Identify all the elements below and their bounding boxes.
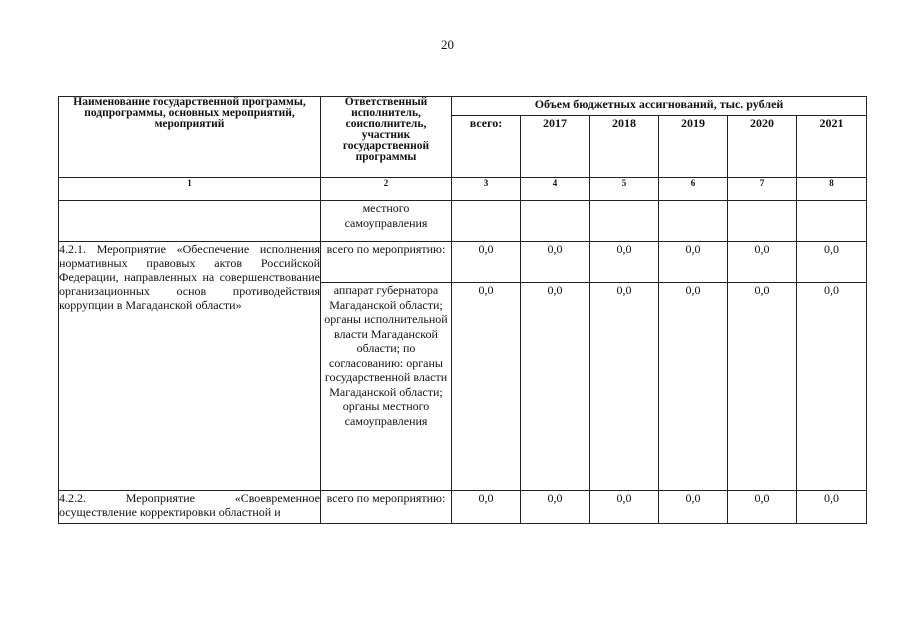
value-cell: 0,0	[521, 283, 590, 491]
value-cell: 0,0	[728, 242, 797, 283]
value-cell: 0,0	[797, 283, 867, 491]
row-name-cell: 4.2.2. Мероприятие «Своевременное осуществление корректировки областной и	[59, 491, 321, 524]
value-cell	[452, 201, 521, 242]
header-row-1	[59, 97, 867, 116]
value-cell	[521, 201, 590, 242]
row-responsible-cell: всего по мероприятию:	[321, 491, 452, 524]
value-cell: 0,0	[728, 491, 797, 524]
column-number: 7	[728, 178, 797, 201]
header-responsible-column: Ответственный исполнитель, соисполнитель, участник государственной программы	[321, 97, 452, 178]
table-row	[59, 491, 867, 524]
table-row	[59, 242, 867, 283]
column-number: 6	[659, 178, 728, 201]
header-year-2019: 2019	[659, 116, 728, 178]
row-responsible-cell: местного самоуправления	[321, 201, 452, 242]
header-year-2017: 2017	[521, 116, 590, 178]
value-cell: 0,0	[659, 283, 728, 491]
header-budget-group: Объем бюджетных ассигнований, тыс. рублей	[452, 97, 867, 116]
value-cell	[590, 201, 659, 242]
column-number: 8	[797, 178, 867, 201]
value-cell: 0,0	[590, 491, 659, 524]
value-cell: 0,0	[797, 242, 867, 283]
table-row	[59, 201, 867, 242]
header-year-2018: 2018	[590, 116, 659, 178]
value-cell: 0,0	[659, 242, 728, 283]
row-responsible-cell: всего по мероприятию:	[321, 242, 452, 283]
budget-table	[58, 96, 867, 524]
value-cell: 0,0	[452, 491, 521, 524]
header-total: всего:	[452, 116, 521, 178]
value-cell: 0,0	[797, 491, 867, 524]
row-name-cell: 4.2.1. Мероприятие «Обеспечение исполнения нормативных правовых актов Российской Федерации, направленных на совершенствование организационных основ противодействия коррупции в Магаданской области»	[59, 242, 321, 491]
header-year-2021: 2021	[797, 116, 867, 178]
column-number-row	[59, 178, 867, 201]
column-number: 2	[321, 178, 452, 201]
value-cell: 0,0	[590, 242, 659, 283]
column-number: 3	[452, 178, 521, 201]
header-name-column: Наименование государственной программы, подпрограммы, основных мероприятий, мероприятий	[59, 97, 321, 178]
value-cell: 0,0	[659, 491, 728, 524]
value-cell	[797, 201, 867, 242]
value-cell: 0,0	[521, 242, 590, 283]
header-year-2020: 2020	[728, 116, 797, 178]
value-cell	[728, 201, 797, 242]
page-number: 20	[441, 37, 454, 52]
value-cell: 0,0	[452, 283, 521, 491]
column-number: 1	[59, 178, 321, 201]
value-cell	[659, 201, 728, 242]
value-cell: 0,0	[590, 283, 659, 491]
row-name-cell	[59, 201, 321, 242]
row-responsible-cell: аппарат губернатора Магаданской области; органы исполнительной власти Магаданской области; по согласованию: органы государственной власти Магаданской области; органы местного самоуправления	[321, 283, 452, 491]
value-cell: 0,0	[521, 491, 590, 524]
column-number: 5	[590, 178, 659, 201]
value-cell: 0,0	[728, 283, 797, 491]
value-cell: 0,0	[452, 242, 521, 283]
column-number: 4	[521, 178, 590, 201]
